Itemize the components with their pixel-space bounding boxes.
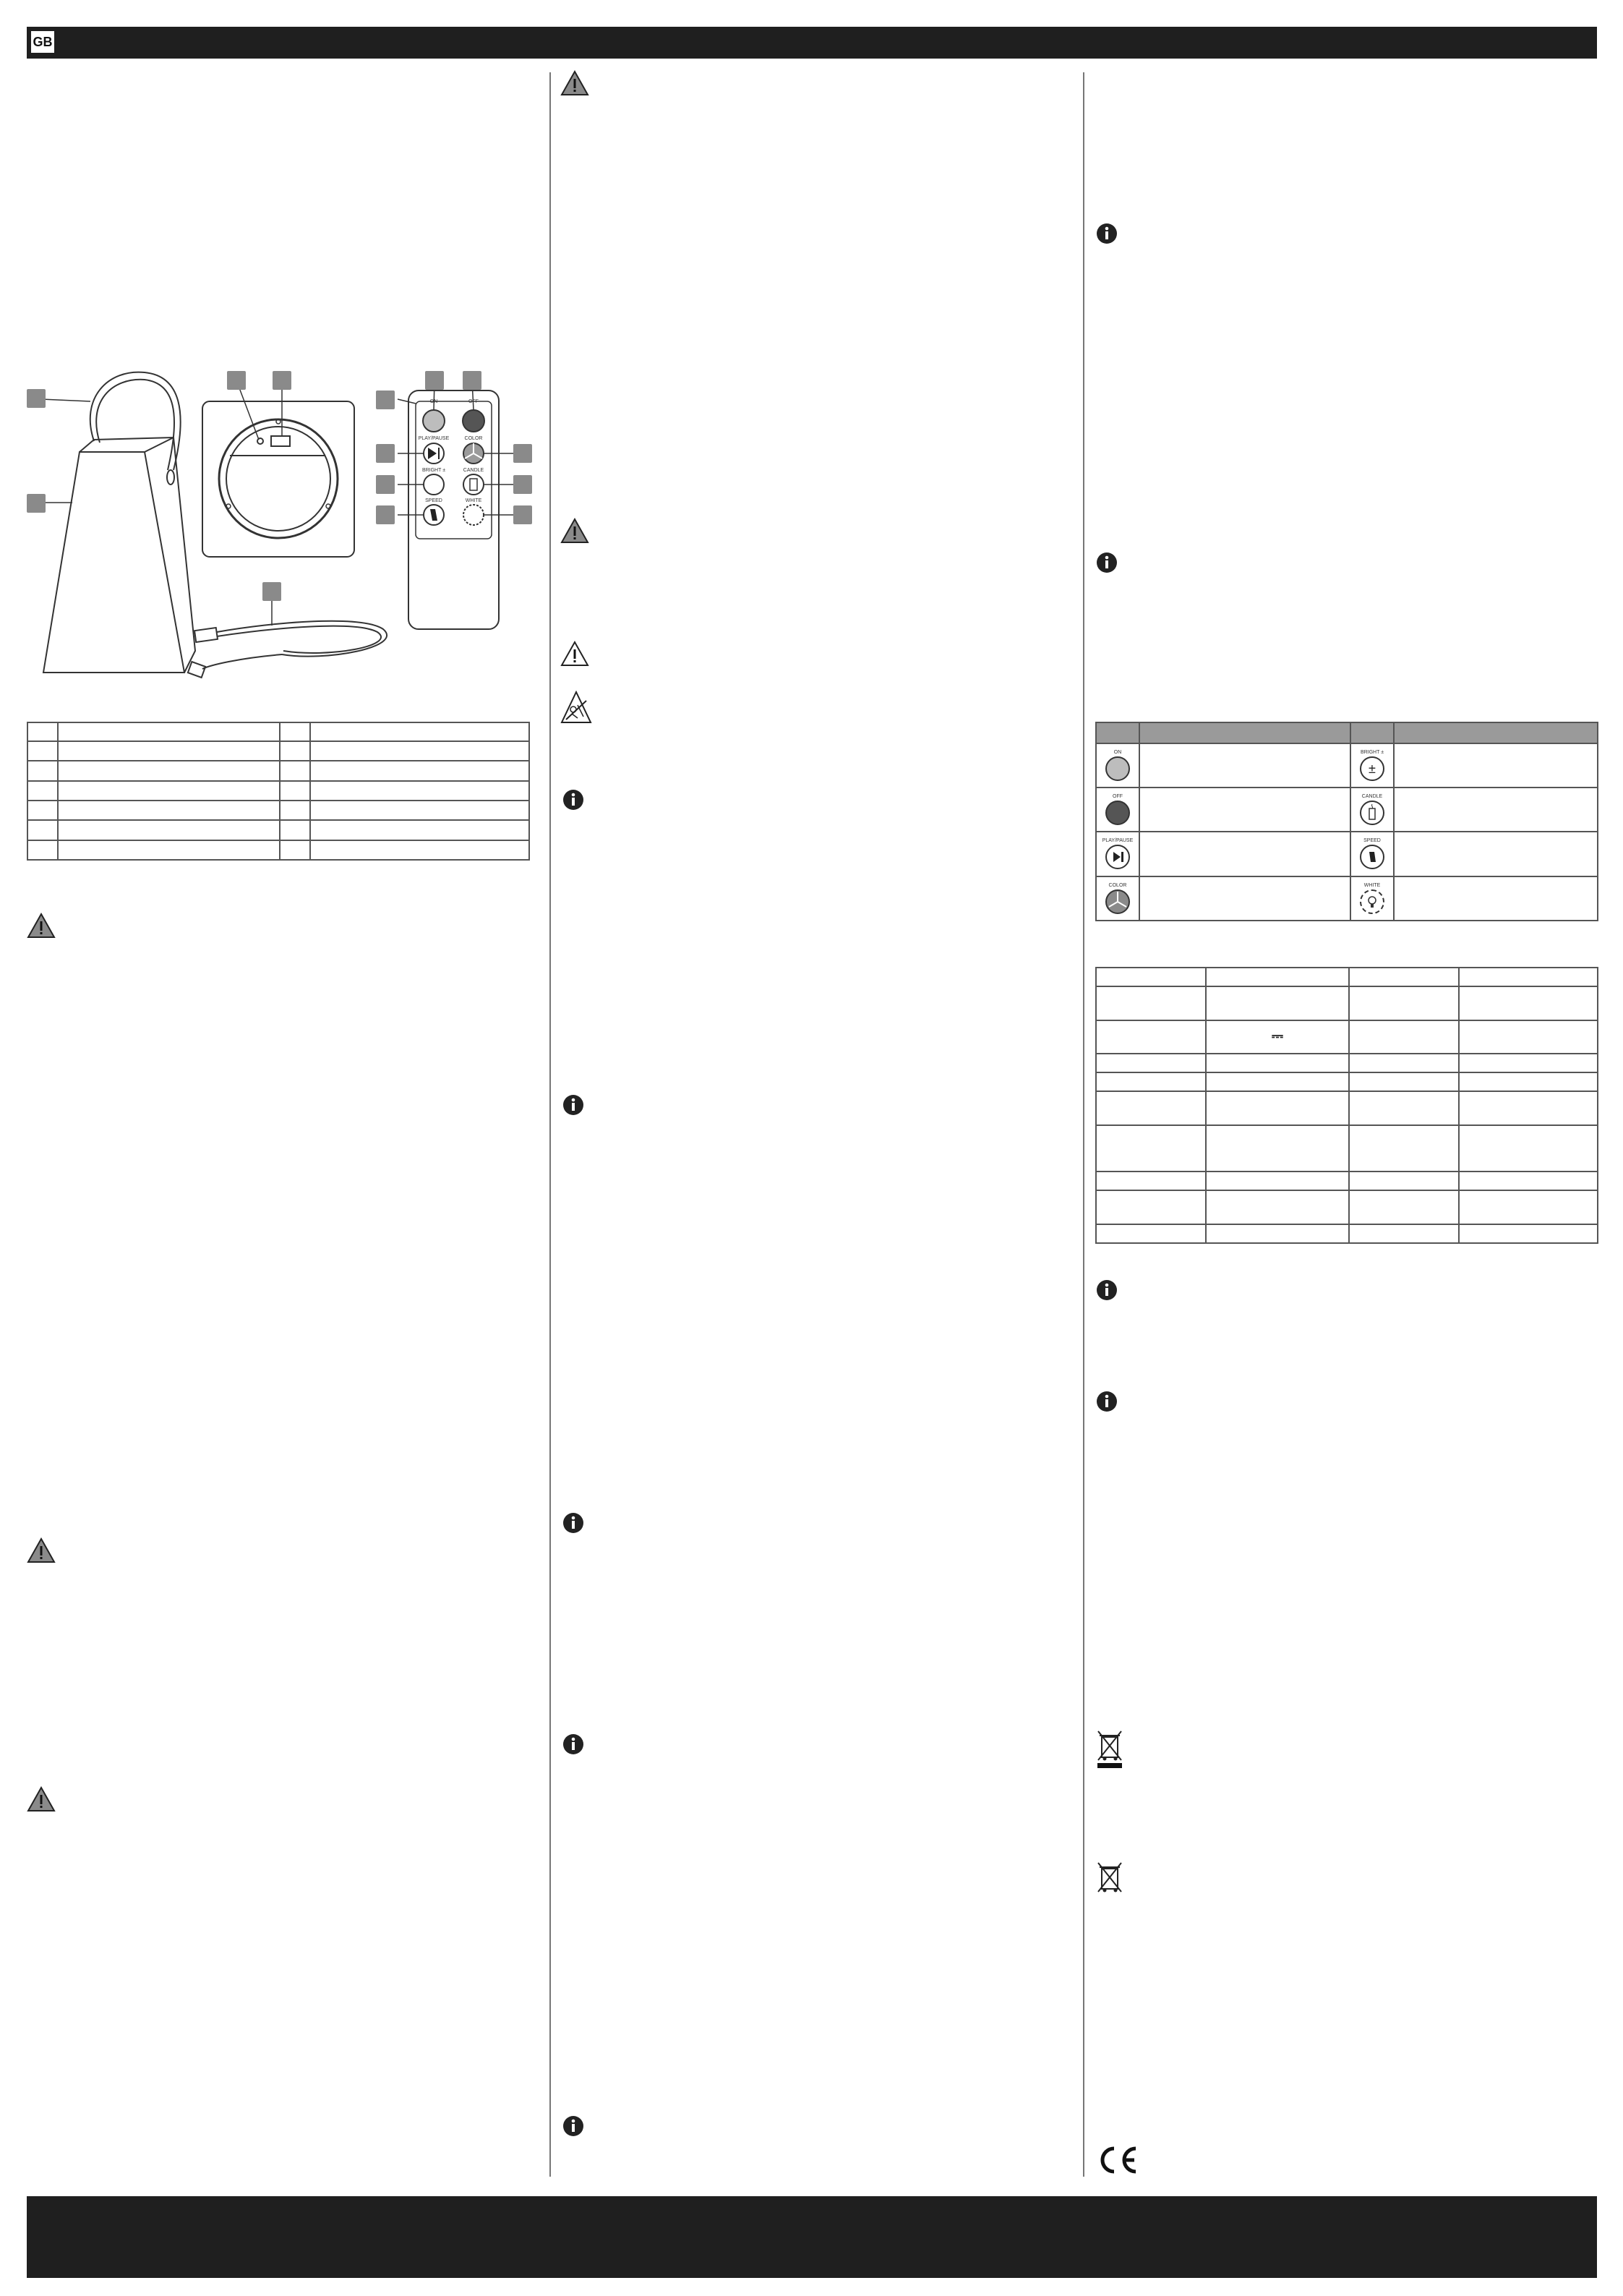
remote-label-white: WHITE (465, 498, 482, 503)
crossed-bin-battery-icon (1095, 1860, 1124, 1895)
ce-mark-icon (1095, 2144, 1140, 2176)
info-circle-icon (1095, 1390, 1124, 1416)
info-circle-icon (562, 2114, 591, 2141)
info-circle-icon (562, 788, 591, 814)
color-wheel-icon (1105, 889, 1130, 914)
info-circle-icon (1095, 222, 1124, 248)
callout-marker (376, 475, 395, 494)
white-light-icon (1360, 889, 1384, 914)
info-circle-icon (562, 1093, 591, 1119)
table-row (1096, 832, 1598, 876)
callout-marker (513, 444, 532, 463)
column-divider-1 (549, 72, 551, 2177)
child-safety-icon (560, 691, 592, 725)
lamp-parts-drawing (22, 362, 535, 687)
table-header-cell (1096, 722, 1139, 743)
table-row (1096, 788, 1598, 832)
table-row (1096, 876, 1598, 921)
table-header-cell (1394, 722, 1598, 743)
lamp-body-drawing (43, 372, 195, 673)
callout-marker (262, 582, 281, 601)
speed-button-icon (1360, 845, 1384, 869)
button-label-candle: CANDLE (1361, 794, 1383, 800)
callout-marker (27, 494, 46, 513)
table-row (1096, 968, 1598, 986)
on-button-icon (1105, 756, 1130, 781)
header-bar (27, 27, 1597, 59)
button-label-off: OFF (1113, 794, 1123, 800)
bright-button-icon: ± (1360, 756, 1384, 781)
table-row (1096, 1091, 1598, 1124)
language-badge: GB (30, 30, 56, 54)
crossed-bin-icon (1095, 1728, 1124, 1770)
remote-label-bright: BRIGHT ± (421, 468, 446, 473)
button-label-on: ON (1113, 749, 1122, 755)
callout-marker (513, 505, 532, 524)
dc-symbol: ⎓ (1206, 1020, 1349, 1054)
table-row (1096, 1224, 1598, 1243)
button-label-speed: SPEED (1363, 838, 1381, 844)
callout-marker (376, 444, 395, 463)
callout-marker (513, 475, 532, 494)
table-row (1096, 743, 1598, 788)
button-label-bright: BRIGHT ± (1360, 749, 1384, 755)
table-row (1096, 1020, 1598, 1054)
parts-table (27, 722, 530, 861)
table-row (1096, 1172, 1598, 1190)
table-row (1096, 1054, 1598, 1072)
table-header-cell (1350, 722, 1394, 743)
callout-marker (376, 391, 395, 409)
product-illustration (22, 362, 535, 687)
remote-buttons-table (1095, 722, 1598, 921)
callout-marker (227, 371, 246, 390)
play-pause-icon (1105, 845, 1130, 869)
remote-label-off: OFF (468, 399, 479, 404)
callout-marker (27, 389, 46, 408)
caution-triangle-icon (560, 641, 589, 667)
info-circle-icon (1095, 1279, 1124, 1305)
callout-marker (463, 371, 481, 390)
usb-cable-drawing (188, 621, 387, 678)
remote-label-playpause: PLAY/PAUSE (418, 436, 450, 441)
button-label-white: WHITE (1363, 882, 1381, 888)
off-button-icon (1105, 801, 1130, 825)
info-circle-icon (1095, 551, 1124, 577)
table-header-cell (1139, 722, 1350, 743)
column-divider-2 (1083, 72, 1084, 2177)
warning-triangle-icon (27, 913, 56, 939)
warning-triangle-icon (560, 70, 589, 96)
specifications-table (1095, 967, 1598, 1244)
callout-marker (425, 371, 444, 390)
info-circle-icon (562, 1511, 591, 1537)
lamp-bottom-view-drawing (202, 401, 354, 557)
remote-label-color: COLOR (464, 436, 483, 441)
button-label-playpause: PLAY/PAUSE (1102, 838, 1134, 844)
remote-label-on: ON (429, 399, 438, 404)
footer-bar (27, 2196, 1597, 2278)
remote-label-speed: SPEED (425, 498, 442, 503)
warning-triangle-icon (27, 1786, 56, 1812)
candle-button-icon (1360, 801, 1384, 825)
remote-control-drawing (408, 391, 499, 629)
remote-label-candle: CANDLE (463, 468, 484, 473)
warning-triangle-icon (560, 518, 589, 544)
table-row (1096, 1125, 1598, 1172)
callout-marker (273, 371, 291, 390)
table-row (1096, 986, 1598, 1020)
warning-triangle-icon (27, 1537, 56, 1563)
info-circle-icon (562, 1733, 591, 1759)
table-row (1096, 1072, 1598, 1091)
callout-marker (376, 505, 395, 524)
button-label-color: COLOR (1108, 882, 1127, 888)
table-row (1096, 1190, 1598, 1224)
